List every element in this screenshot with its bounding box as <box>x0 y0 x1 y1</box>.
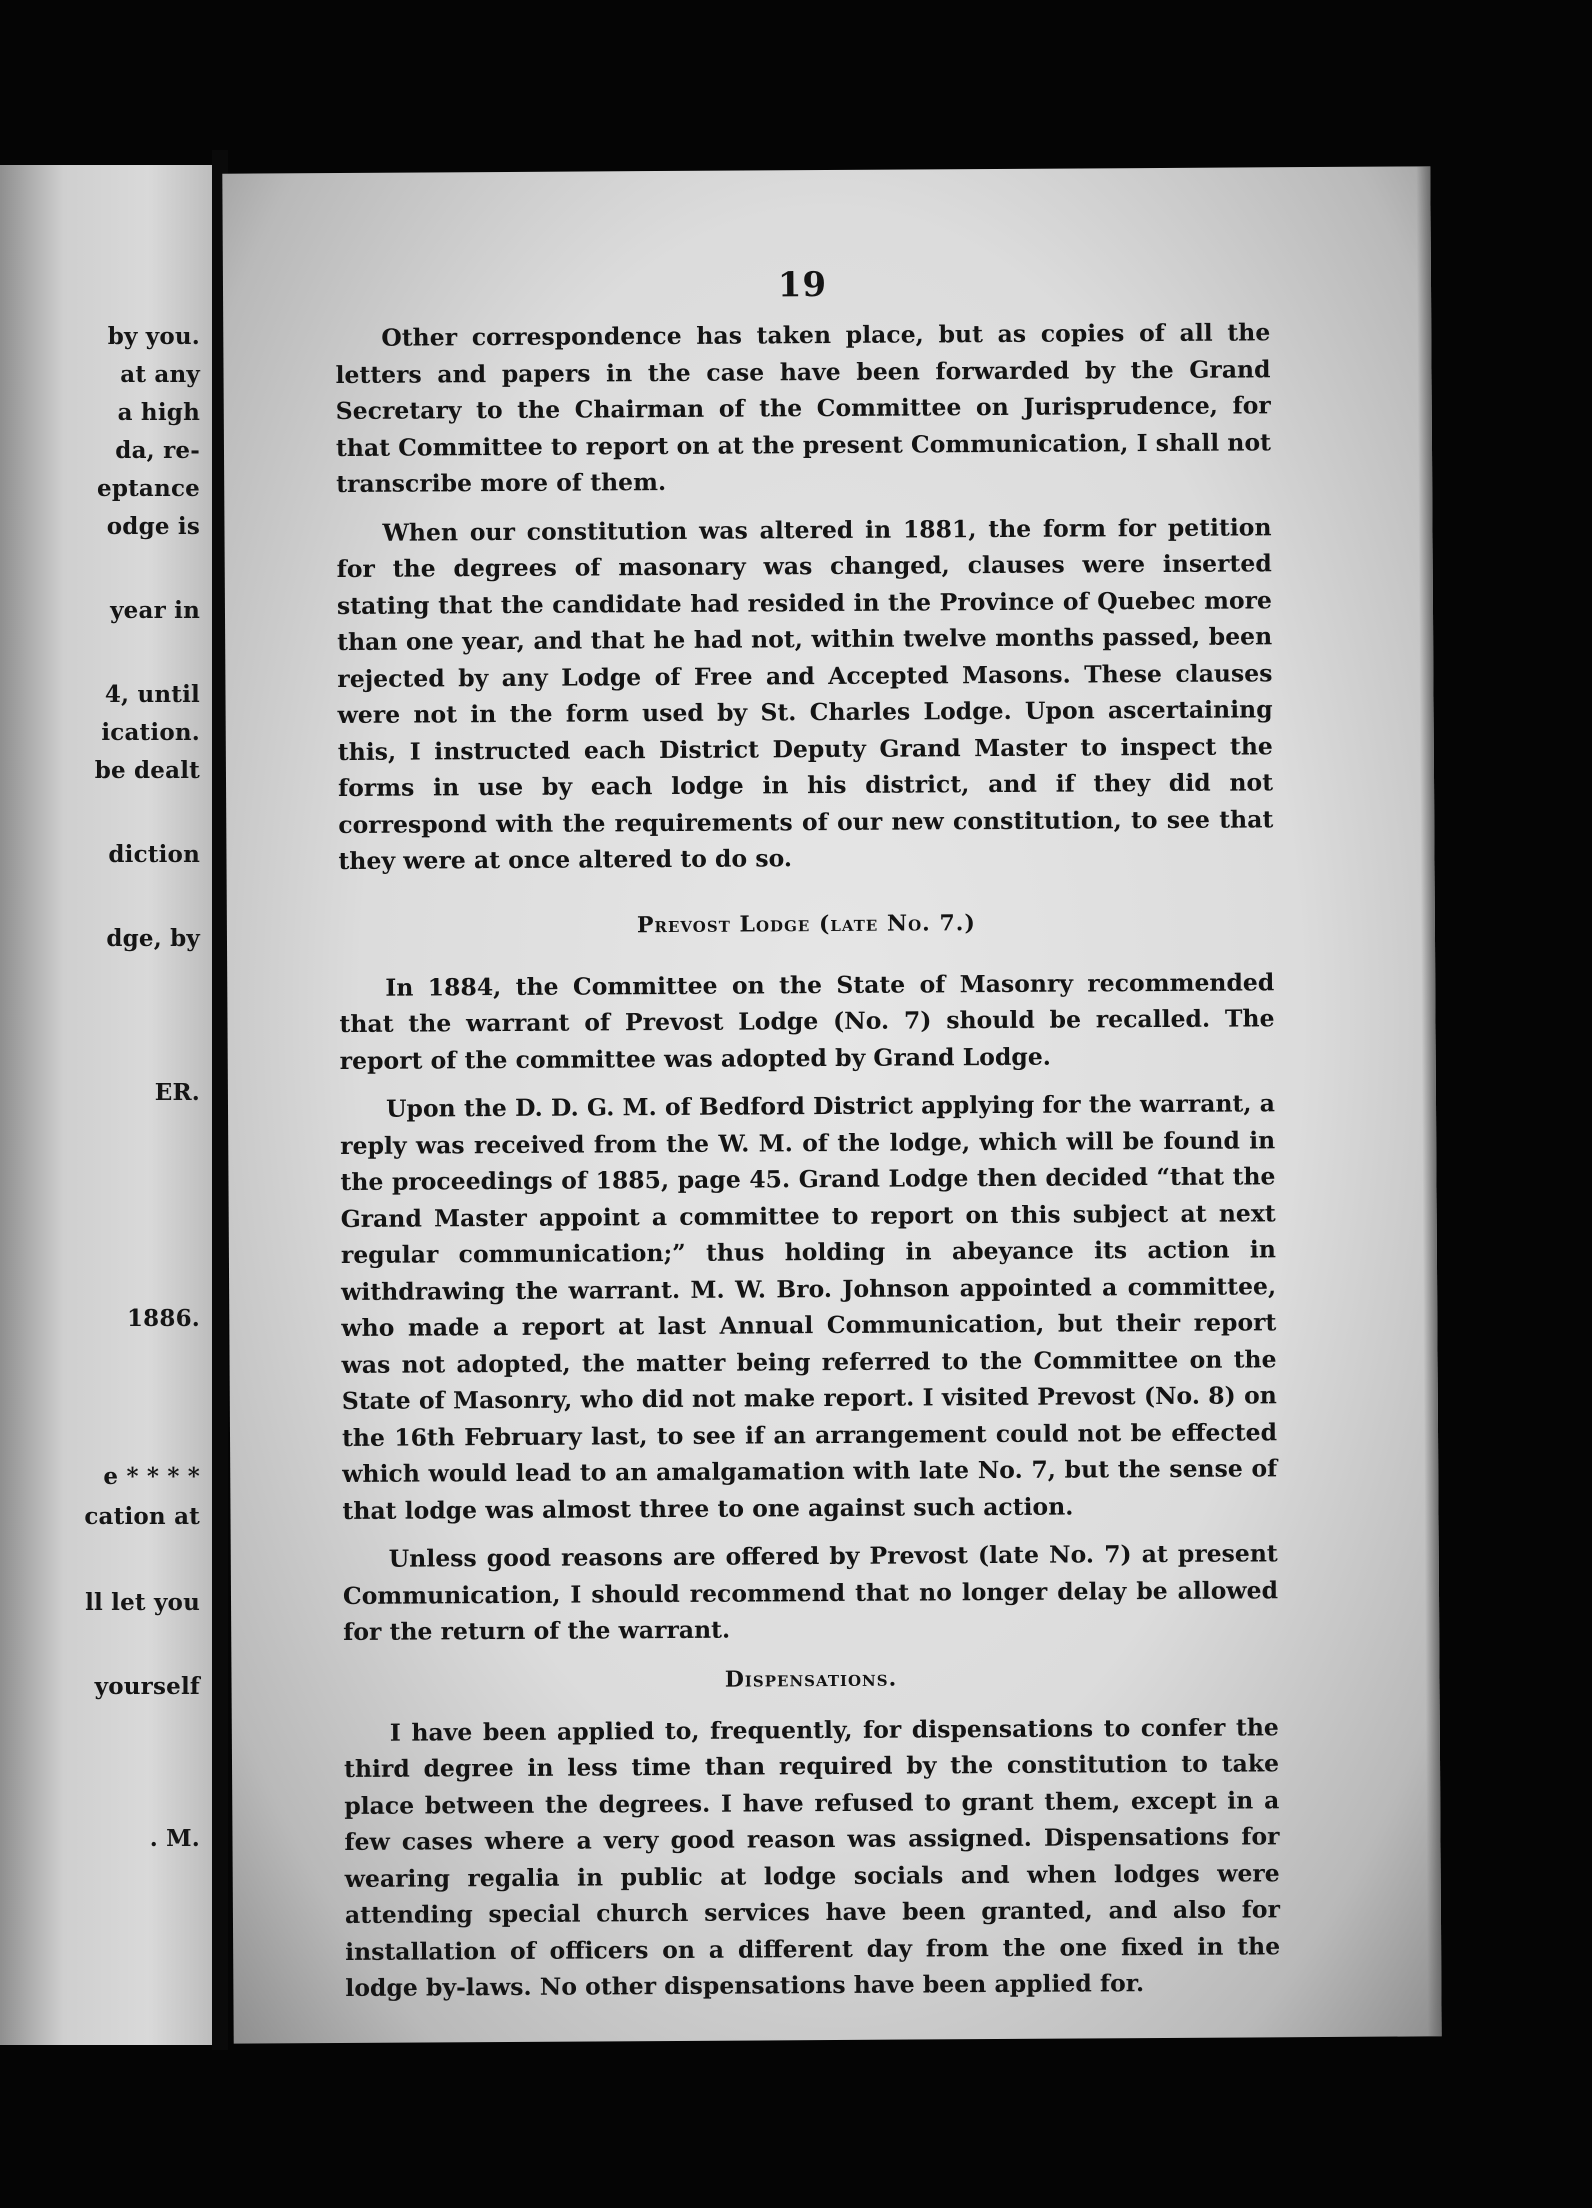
paragraph-dispensations: I have been applied to, frequently, for dispensations to confer the third degree in less time than required by the constitution to take place between the degrees. I have refused to grant them, except in a few cases where a very good reason was assigned. Dispensations for wearing regalia in public at lodge socials and when lodges were attending special church services have been granted, and also for installation of officers on a different day from the one fixed in the lodge by-laws. No other dispensations have been applied for. <box>343 1712 1281 2002</box>
left-page-text-fragment: be dealt <box>94 757 200 784</box>
left-page-text-fragment: year in <box>110 597 200 624</box>
left-page-text-fragment: a high <box>117 399 200 426</box>
left-page-text-fragment: . M. <box>149 1825 200 1852</box>
paragraph-warrant-recalled: In 1884, the Committee on the State of Masonry recommended that the warrant of Prevost Lodge (No. 7) should be recalled. The report of the committee was adopted by Grand Lodge. <box>339 967 1275 1075</box>
left-page-text-fragment: da, re- <box>115 437 200 464</box>
left-page-text-fragment: e * * * * <box>103 1463 200 1490</box>
paragraph-bedford-district: Upon the D. D. G. M. of Bedford District applying for the warrant, a reply was received from the W. M. of the lodge, which will be found in the proceedings of 1885, page 45. Grand Lodge then decided “that the Grand Master appoint a committee to report on this subject at next regular communication;” thus holding in abeyance its action in withdrawing the warrant. M. W. Bro. Johnson appointed a committee, who made a report at last Annual Communication, but their report was not adopted, the matter being referred to the Committee on the State of Masonry, who did not make report. I visited Prevost (No. 8) on the 16th February last, to see if an arrangement could not be effected which would lead to an amalgamation with late No. 7, but the sense of that lodge was almost three to one against such action. <box>340 1089 1278 1525</box>
left-page-text-fragment: yourself <box>94 1673 200 1700</box>
left-page-text-fragment: dge, by <box>106 925 200 952</box>
paragraph-constitution: When our constitution was altered in 1881, the form for petition for the degrees of masonary was changed, clauses were inserted stating that the candidate had resided in the Province of Quebec more than one year, and that he had not, within twelve months passed, been rejected by any Lodge of Free and Accepted Masons. These clauses were not in the form used by St. Charles Lodge. Upon ascertaining this, I instructed each District Deputy Grand Master to inspect the forms in use by each lodge in his district, and if they did not correspond with the requirements of our new constitution, to see that they were at once altered to do so. <box>336 512 1274 876</box>
left-page-text-fragment: odge is <box>106 513 200 540</box>
left-page-text-fragment: ication. <box>101 719 200 746</box>
previous-page-fragment <box>0 165 212 2045</box>
left-page-text-fragment: cation at <box>84 1503 200 1530</box>
left-page-text-fragment: by you. <box>107 323 200 350</box>
left-page-text-fragment: eptance <box>96 475 200 502</box>
page-number: 19 <box>777 265 828 306</box>
section-heading-dispensations: Dispensations. <box>724 1665 898 1693</box>
paragraph-recommendation: Unless good reasons are offered by Prevost (late No. 7) at present Communication, I should recommend that no longer delay be allowed for the return of the warrant. <box>342 1539 1279 1646</box>
left-page-text-fragment: 1886. <box>126 1305 200 1332</box>
paragraph-correspondence: Other correspondence has taken place, but as copies of all the letters and papers in the case have been forwarded by the Grand Secretary to the Chairman of the Committee on Jurisprudence, for that Committee to report on at the present Communication, I shall not transcribe more of them. <box>335 318 1272 499</box>
left-page-text-fragment: diction <box>108 841 200 868</box>
left-page-text-fragment: 4, until <box>104 681 200 708</box>
page-text-block <box>335 262 1281 2018</box>
section-heading-prevost-lodge: Prevost Lodge (late No. 7.) <box>636 909 976 938</box>
document-page <box>222 166 1441 2043</box>
page-edge-shadow <box>1416 166 1441 2036</box>
left-page-text-fragment: ll let you <box>85 1589 200 1616</box>
left-page-text-fragment: at any <box>120 361 200 388</box>
left-page-text-fragment: ER. <box>154 1079 200 1106</box>
